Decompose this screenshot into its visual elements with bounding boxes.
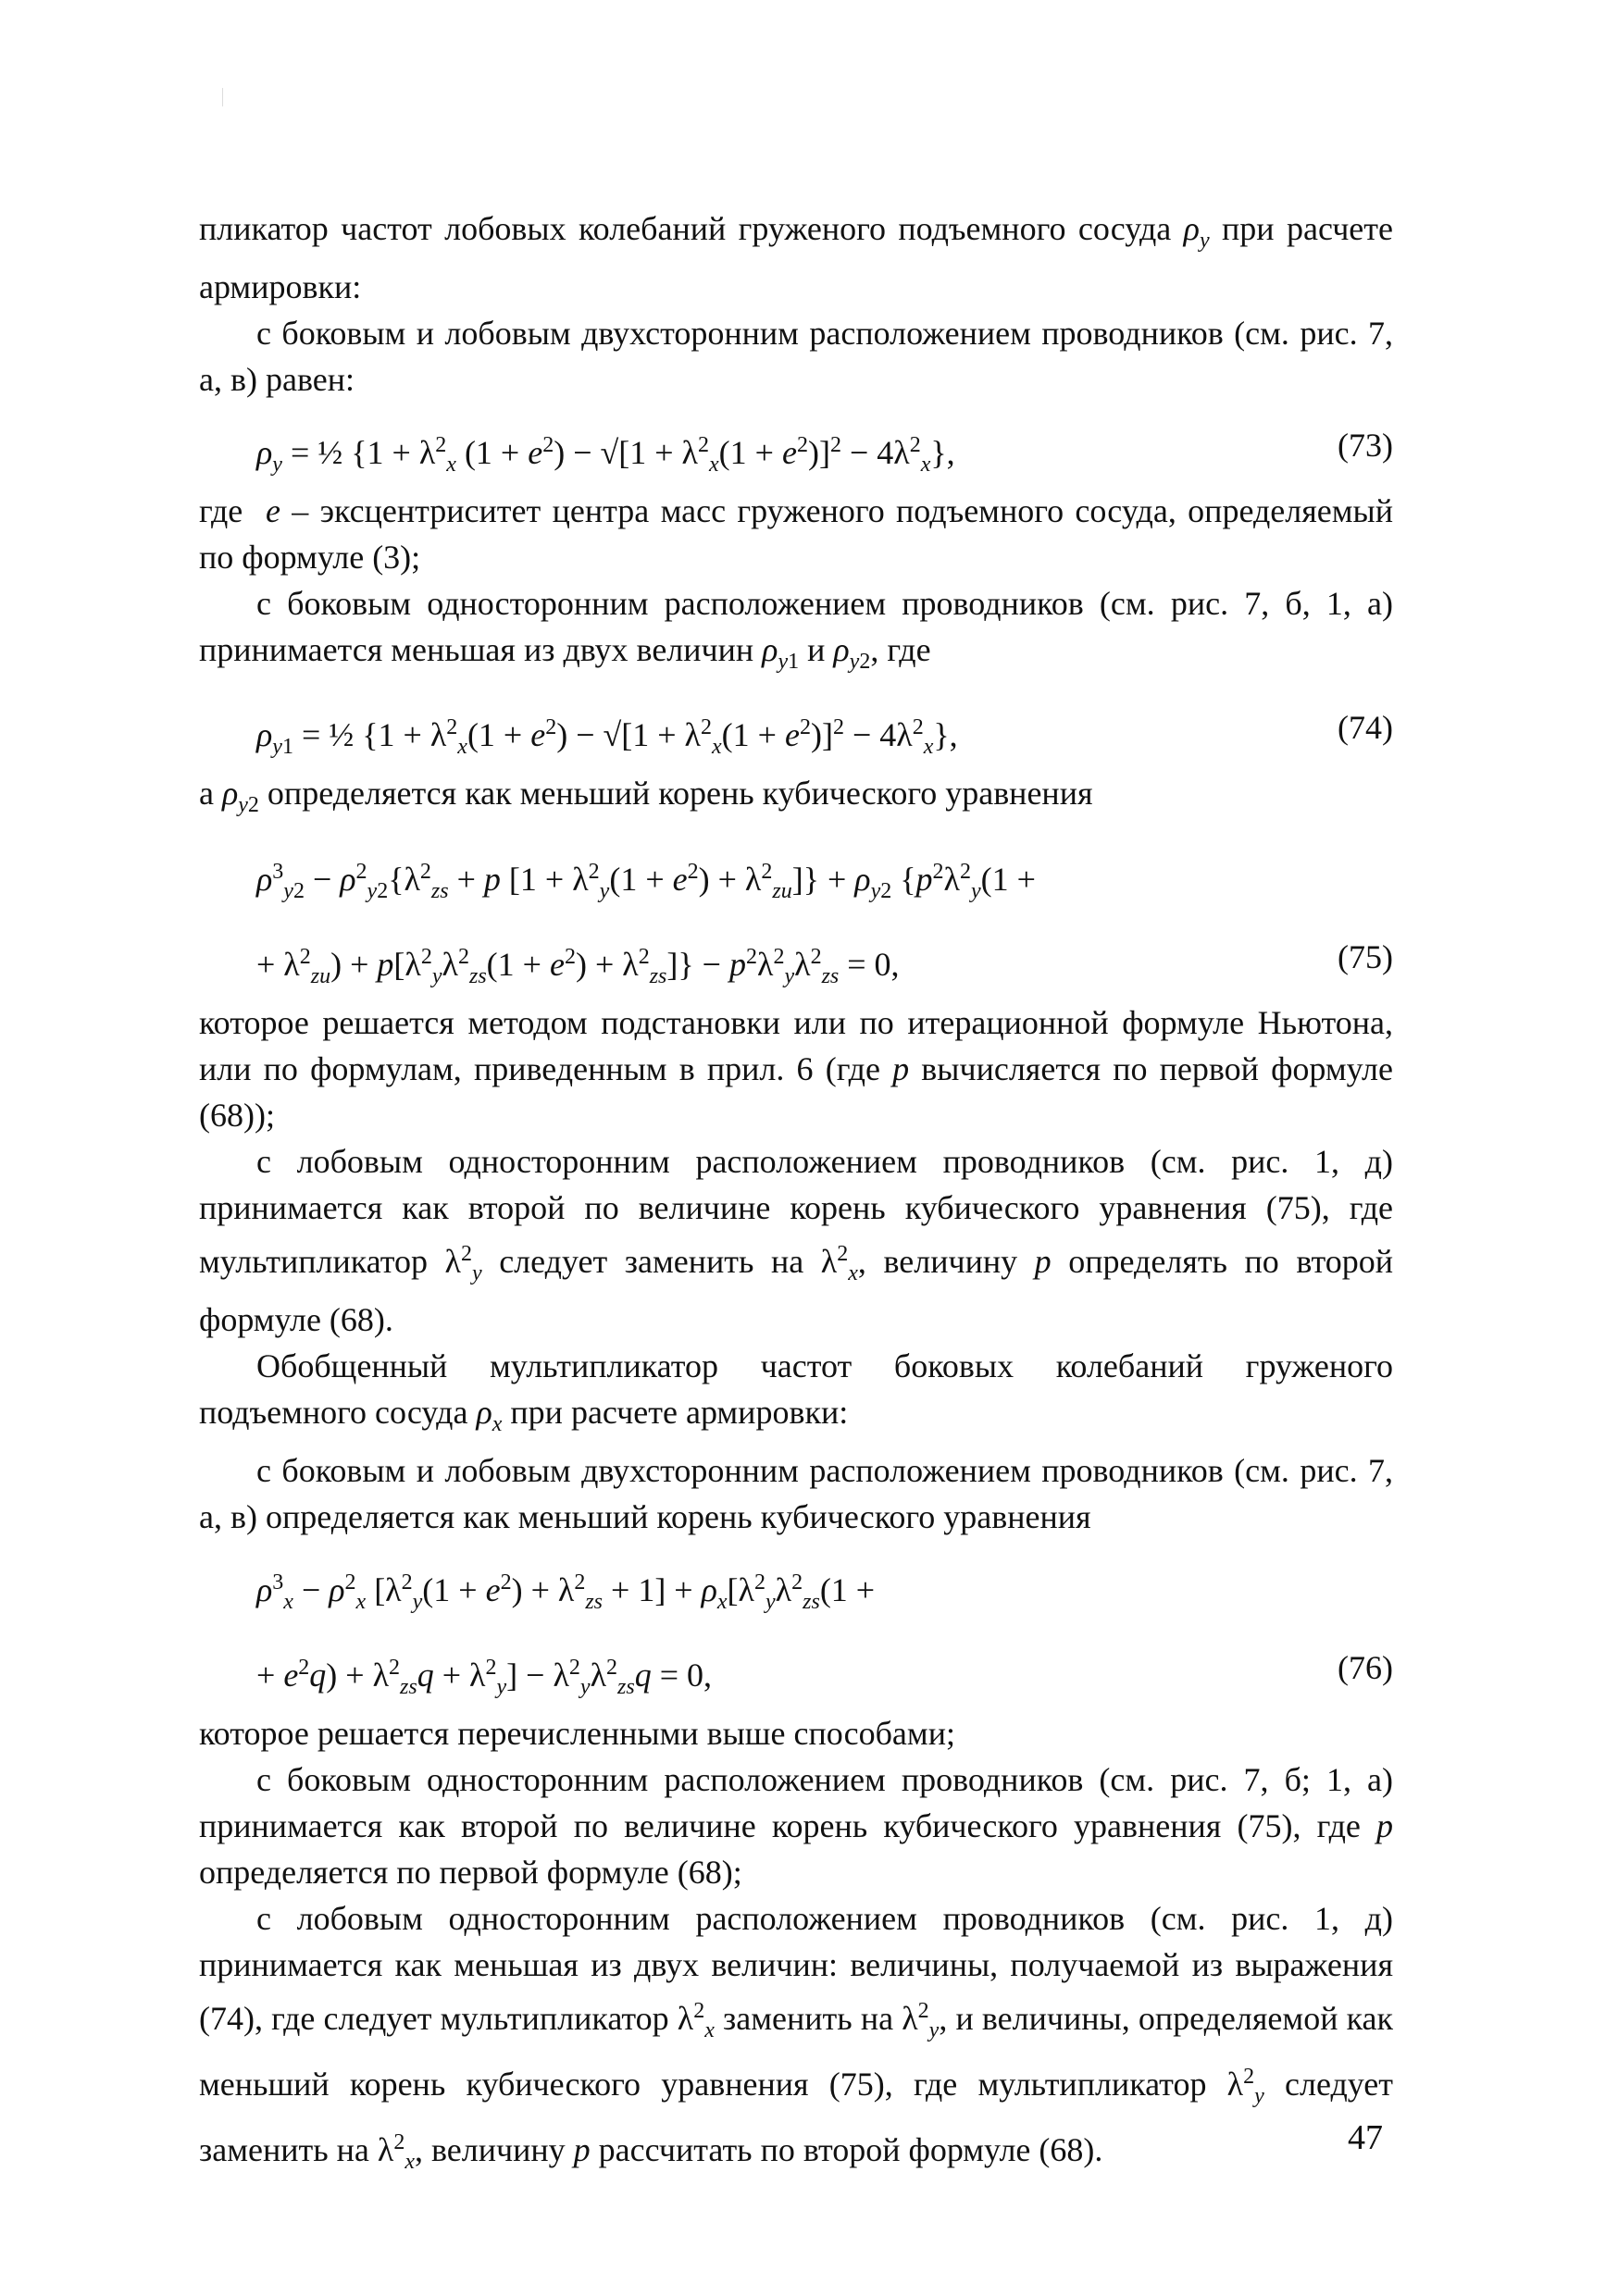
equation-body: $\rho^3_{y2} - \rho^2_{y2}\{\lambda^2_{zs} + p$ $[1 + \lambda^2_y(1 + e^2) + \lambda^2_{zu}]\} + \rho_{y2}$ {$p^2\lambda^2_y(1$ + [256, 859, 1036, 903]
equation-76-line2 [199, 1625, 1393, 1710]
equation-75-line1 [199, 829, 1393, 914]
equation-body: $\rho_y$ = ½ {$1 + \lambda^2_x$ $(1 + e^2) - √[1 + \lambda^2_x(1 + e^2)]^2 - 4\lambda^2_x$}, [256, 433, 955, 478]
paragraph: с лобовым односторонним расположением проводников (см. рис. 1, д) принимается как второй по величине корень кубического уравнения (75), где мультипликатор $\lambda^2_y$ следует заменить на $\lambda^2_x$, величину p определять по второй формуле (68). [199, 1142, 1393, 1338]
paragraph: с боковым односторонним расположением проводников (см. рис. 7, б, 1, а) принимается меньшая из двух величин $\rho_{y1}$ и $\rho_{y2}$, где [199, 585, 1393, 675]
page-number: 47 [1348, 2118, 1383, 2157]
text-column [199, 205, 1393, 2186]
equation-body: + $\lambda^2_{zu}) + p[\lambda^2_y\lambda^2_{zs}(1 + e^2) + \lambda^2_{zs}]\} - p^2\lambda^2_y\lambda^2_{zs} = 0$, [256, 944, 900, 988]
paragraph: с боковым и лобовым двухсторонним расположением проводников (см. рис. 7, а, в) равен: [199, 315, 1393, 399]
paragraph: с боковым и лобовым двухсторонним расположением проводников (см. рис. 7, а, в) определяется как меньший корень кубического уравнения [199, 1451, 1393, 1535]
equation-body: $\rho_{y1}$ = ½ $\{1 + \lambda^2_x(1 + e^2) - √[1 + \lambda^2_x(1 + e^2)]^2 - 4\lambda^2_x\}$, [256, 715, 958, 760]
scan-mark [222, 88, 223, 106]
paragraph: а $\rho_{y2}$ определяется как меньший корень кубического уравнения [199, 775, 1093, 818]
paragraph: где e – эксцентриситет центра масс груженого подъемного сосуда, определяемый по формуле (3); [199, 492, 1393, 577]
paragraph: которое решается методом подстановки или по итерационной формуле Ньютона, или по формулам, приведенным в прил. 6 (где p вычисляется по первой формуле (68)); [199, 1003, 1393, 1134]
equation-body: + $e^2q) + \lambda^2_{zs}q + \lambda^2_y] - \lambda^2_y\lambda^2_{zs}q = 0$, [256, 1655, 713, 1700]
paragraph: пликатор частот лобовых колебаний груженого подъемного сосуда $\rho_y$ при расчете армировки: [199, 210, 1393, 306]
equation-75-line2 [199, 914, 1393, 999]
equation-number: (73) [1338, 427, 1393, 465]
paragraph: Обобщенный мультипликатор частот боковых колебаний груженого подъемного сосуда $\rho_x$ при расчете армировки: [199, 1347, 1393, 1436]
paragraph: которое решается перечисленными выше способами; [199, 1714, 955, 1752]
equation-76-line1 [199, 1540, 1393, 1625]
equation-number: (76) [1338, 1648, 1393, 1686]
equation-74 [199, 685, 1393, 770]
equation-number: (74) [1338, 709, 1393, 747]
equation-number: (75) [1338, 937, 1393, 975]
paragraph: с боковым односторонним расположением проводников (см. рис. 7, б; 1, а) принимается как второй по величине корень кубического уравнения (75), где p определяется по первой формуле (68); [199, 1760, 1393, 1891]
equation-body: $\rho^3_x - \rho^2_x$ $[\lambda^2_y(1 + e^2) + \lambda^2_{zs} + 1] + \rho_x[\lambda^2_y\lambda^2_{zs}(1$ + [256, 1570, 876, 1615]
paragraph: с лобовым односторонним расположением проводников (см. рис. 1, д) принимается как меньшая из двух величин: величины, получаемой из выражения (74), где следует мультипликатор $\lambda^2_x$ заменить на $\lambda^2_y$, и величины, определяемой как меньший корень кубического уравнения (75), где мультипликатор $\lambda^2_y$ следует заменить на $\lambda^2_x$, величину p рассчитать по второй формуле (68). [199, 1899, 1394, 2175]
equation-73 [199, 403, 1393, 488]
